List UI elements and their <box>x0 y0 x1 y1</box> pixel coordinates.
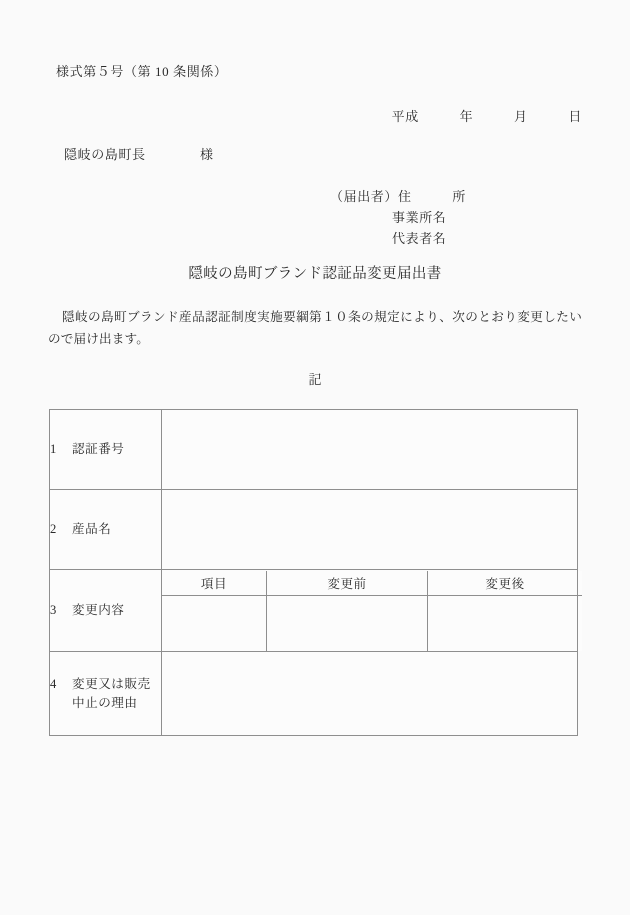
row-number: 1 <box>50 442 57 456</box>
ki-marker: 記 <box>308 372 322 387</box>
document-title: 隠岐の島町ブランド認証品変更届出書 <box>188 266 442 282</box>
input-change-after[interactable] <box>428 595 583 651</box>
change-header-item: 項目 <box>162 571 267 596</box>
input-change-before[interactable] <box>267 595 428 651</box>
form-number: 様式第５号（第 10 条関係） <box>56 64 228 79</box>
change-header-after: 変更後 <box>428 571 583 596</box>
input-product-name[interactable] <box>162 490 578 570</box>
change-value-row <box>162 595 582 651</box>
row-label-change-reason <box>50 652 162 736</box>
row-label-change-content <box>50 570 162 652</box>
row-label-text <box>72 675 151 713</box>
row-label-text: 産品名 <box>72 522 112 536</box>
table-row <box>50 652 578 736</box>
row-label-text-line1: 変更又は販売 <box>72 676 151 691</box>
input-certification-number[interactable] <box>162 410 578 490</box>
form-table <box>49 409 578 736</box>
submitter-office-name-label: 事業所名 <box>392 210 447 225</box>
row-label-text: 変更内容 <box>72 603 125 617</box>
addressee-line: 隠岐の島町長 様 <box>64 147 214 162</box>
row-label-text: 認証番号 <box>72 442 125 456</box>
table-row <box>50 570 578 652</box>
row-label-certification-number <box>50 410 162 490</box>
submitter-block <box>330 186 466 249</box>
date-line: 平成 年 月 日 <box>391 109 582 124</box>
change-content-cell <box>162 570 578 652</box>
row-label-text-line2: 中止の理由 <box>72 695 138 710</box>
submitter-address-label: （届出者）住 所 <box>330 189 467 204</box>
row-number: 4 <box>50 676 57 691</box>
input-change-reason[interactable] <box>162 652 578 736</box>
input-change-item[interactable] <box>162 595 267 651</box>
row-label-product-name <box>50 490 162 570</box>
change-content-table <box>162 571 582 651</box>
submitter-representative-label: 代表者名 <box>392 231 447 246</box>
row-number: 3 <box>50 603 57 617</box>
row-number: 2 <box>50 522 57 536</box>
change-header-row <box>162 571 582 596</box>
table-row <box>50 410 578 490</box>
table-row <box>50 490 578 570</box>
change-header-before: 変更前 <box>267 571 428 596</box>
body-paragraph: 隠岐の島町ブランド産品認証制度実施要綱第１０条の規定により、次のとおり変更したいので届け出ます。 <box>48 310 582 346</box>
